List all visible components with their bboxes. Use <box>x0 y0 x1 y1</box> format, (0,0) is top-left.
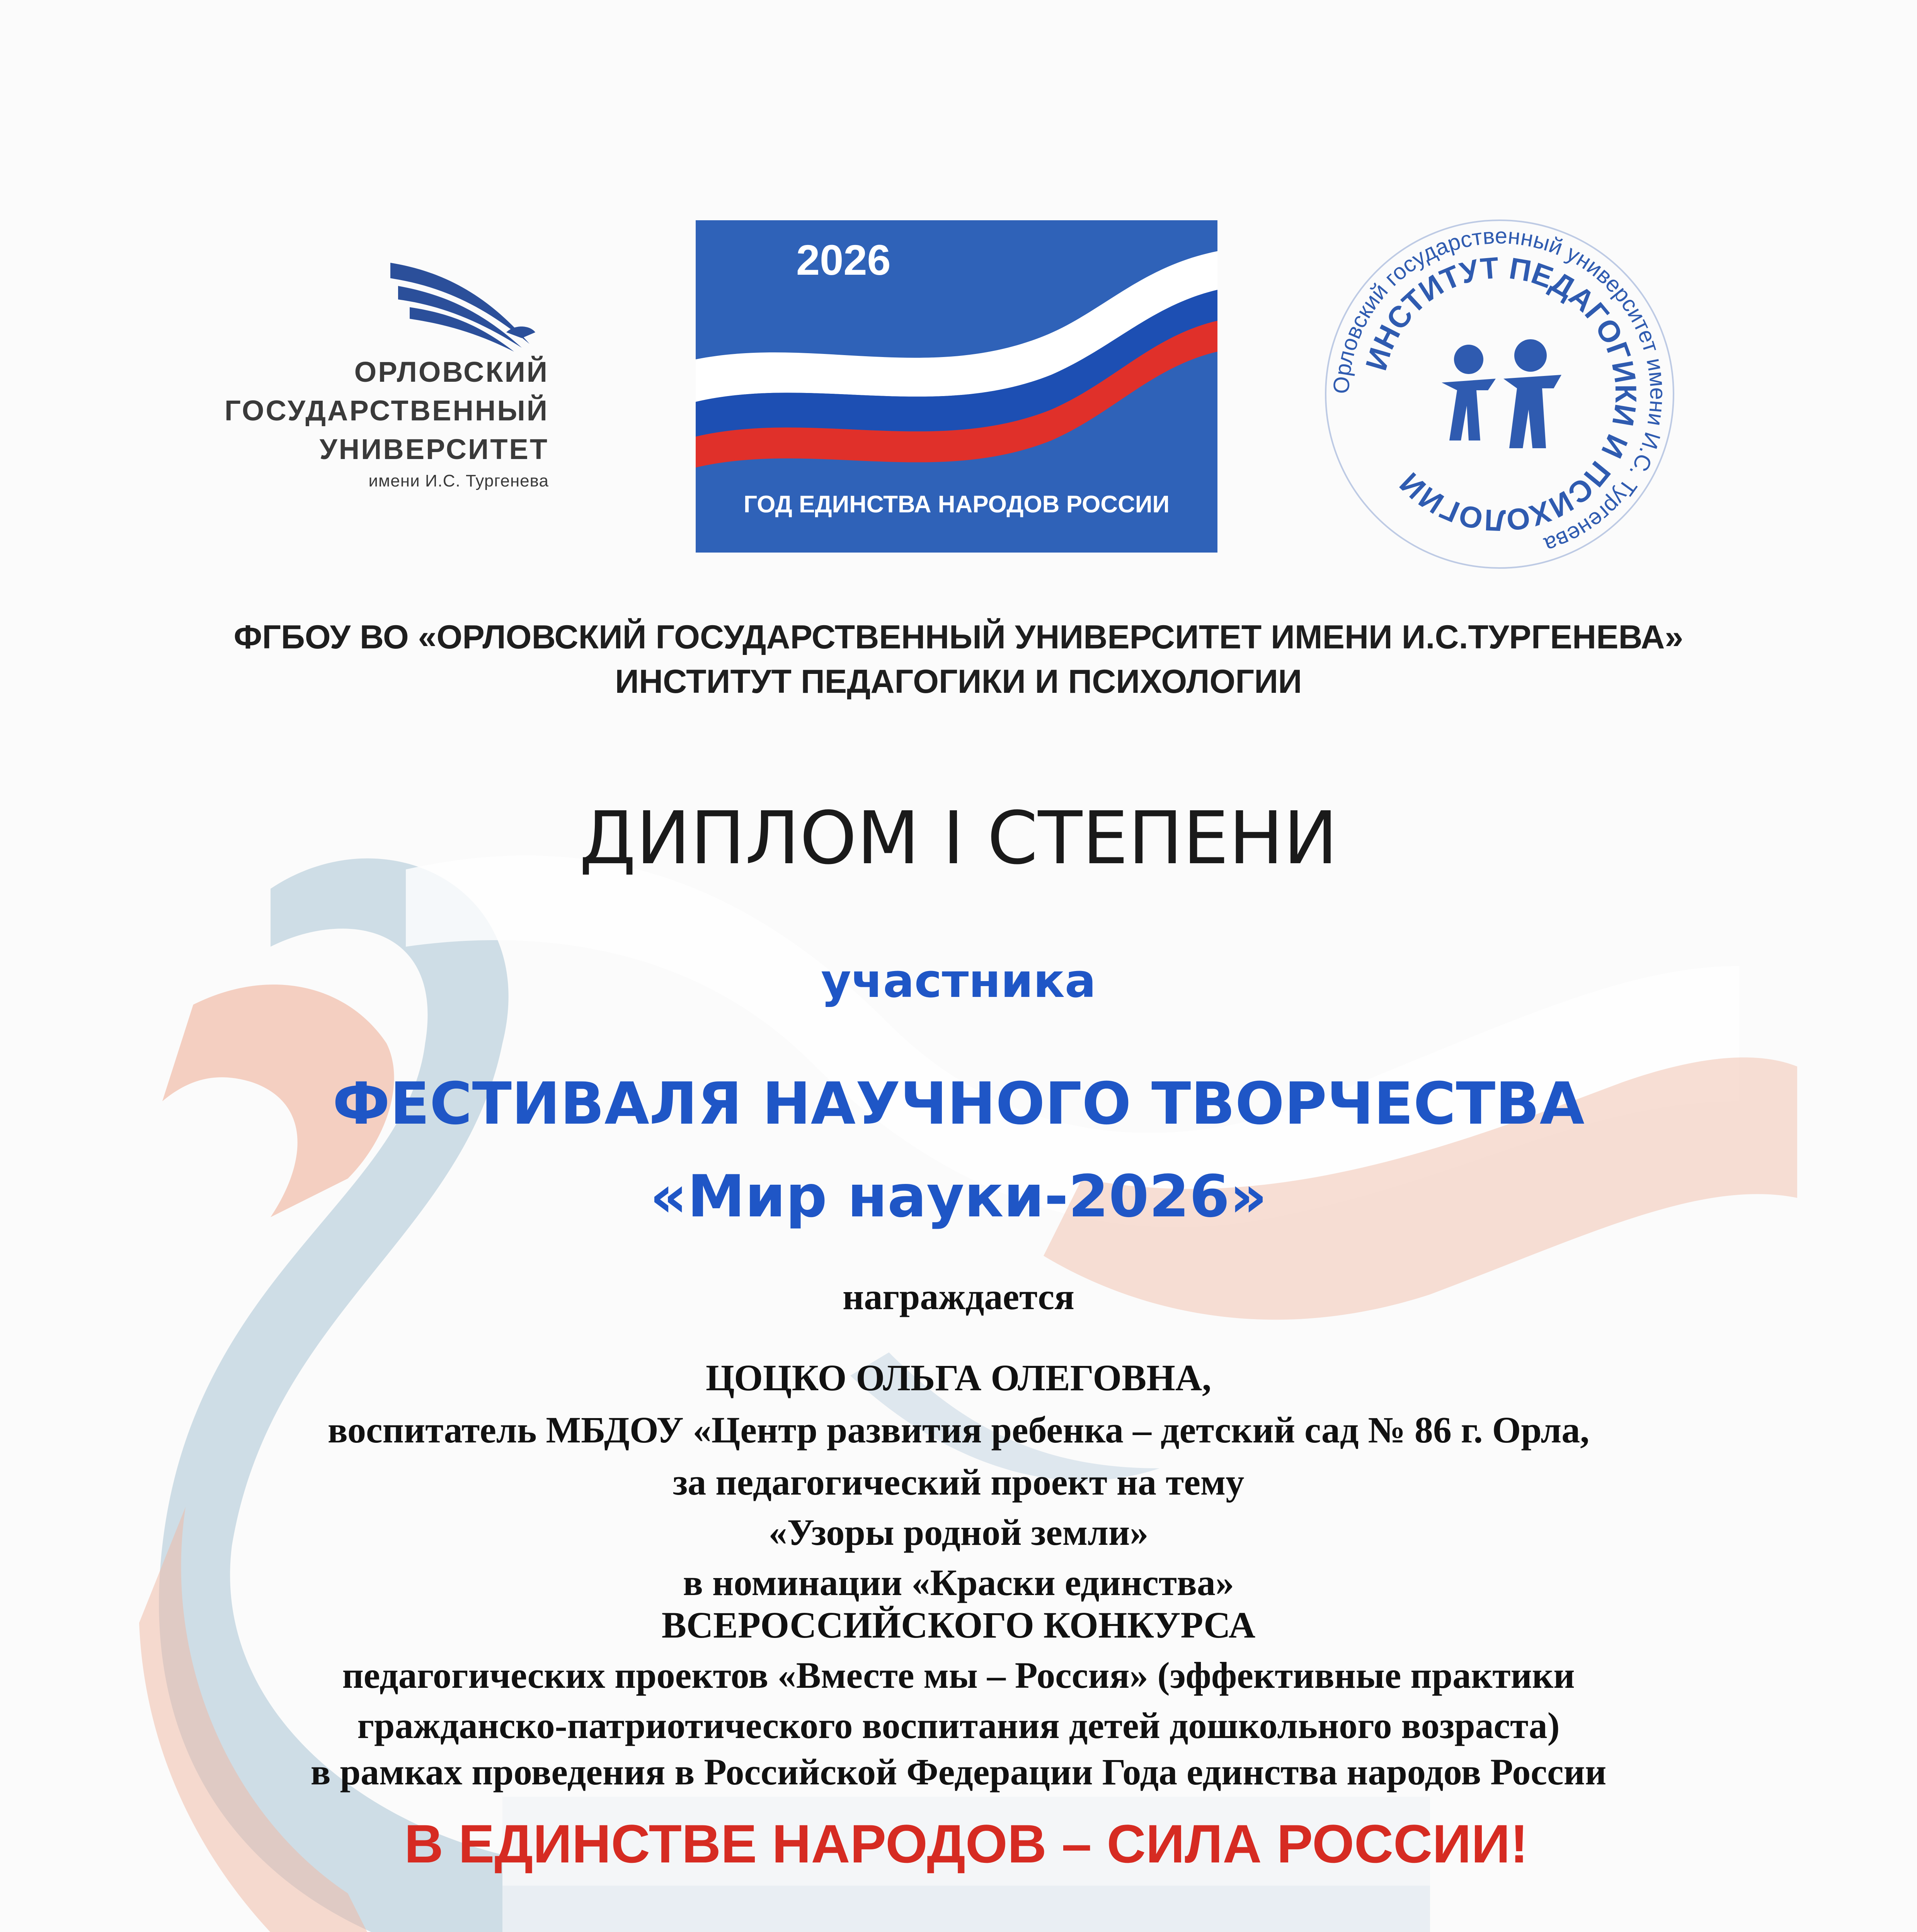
seal-ring-text: Орловский государственный университет имени И.С. Тургенева <box>1328 223 1671 558</box>
university-logo <box>201 255 549 502</box>
nomination: в номинации «Краски единства» <box>683 1562 1234 1603</box>
banner-caption: ГОД ЕДИНСТВА НАРОДОВ РОССИИ <box>743 491 1170 518</box>
logo-line-2: ГОСУДАРСТВЕННЫЙ <box>224 395 549 427</box>
recipient-name: ЦОЦКО ОЛЬГА ОЛЕГОВНА, <box>705 1357 1212 1398</box>
institute-name: ИНСТИТУТ ПЕДАГОГИКИ И ПСИХОЛОГИИ <box>615 663 1302 700</box>
university-full-name: ФГБОУ ВО «ОРЛОВСКИЙ ГОСУДАРСТВЕННЫЙ УНИВЕРСИТЕТ ИМЕНИ И.С.ТУРГЕНЕВА» <box>233 619 1684 656</box>
project-title: «Узоры родной земли» <box>768 1512 1149 1553</box>
festival-title: ФЕСТИВАЛЯ НАУЧНОГО ТВОРЧЕСТВА <box>332 1070 1585 1138</box>
participant-label: участника <box>821 954 1096 1008</box>
svg-text:ИНСТИТУТ ПЕДАГОГИКИ И ПСИХОЛОГ <box>1359 250 1643 537</box>
contest-description-2: гражданско-патриотического воспитания детей дошкольного возраста) <box>357 1705 1560 1746</box>
awarded-text: награждается <box>843 1276 1074 1317</box>
picture-top-caption: В ЕДИНСТВЕ НАРОДОВ – СИЛА РОССИИ! <box>404 1813 1529 1874</box>
unity-illustration <box>404 1797 1529 1932</box>
logo-line-3: УНИВЕРСИТЕТ <box>319 433 549 465</box>
project-intro: за педагогический проект на тему <box>672 1461 1245 1503</box>
banner-year: 2026 <box>796 236 891 284</box>
festival-name: «Мир науки-2026» <box>650 1163 1267 1230</box>
logo-line-1: ОРЛОВСКИЙ <box>354 356 549 388</box>
diploma-title: ДИПЛОМ I СТЕПЕНИ <box>579 796 1338 881</box>
people-figures-icon <box>1442 339 1561 448</box>
recipient-position: воспитатель МБДОУ «Центр развития ребенка – детский сад № 86 г. Орла, <box>327 1409 1590 1451</box>
seal-inner-text: ИНСТИТУТ ПЕДАГОГИКИ И ПСИХОЛОГИИ <box>1359 250 1643 538</box>
contest-description-1: педагогических проектов «Вместе мы – Россия» (эффективные практики <box>342 1655 1575 1696</box>
eagle-wing-icon <box>383 255 537 355</box>
contest-name: ВСЕРОССИЙСКОГО КОНКУРСА <box>661 1604 1256 1646</box>
contest-description-3: в рамках проведения в Российской Федерации Года единства народов России <box>310 1751 1607 1793</box>
institute-seal <box>1314 209 1685 580</box>
year-of-unity-banner <box>696 220 1217 553</box>
logo-line-4: имени И.С. Тургенева <box>368 471 549 490</box>
